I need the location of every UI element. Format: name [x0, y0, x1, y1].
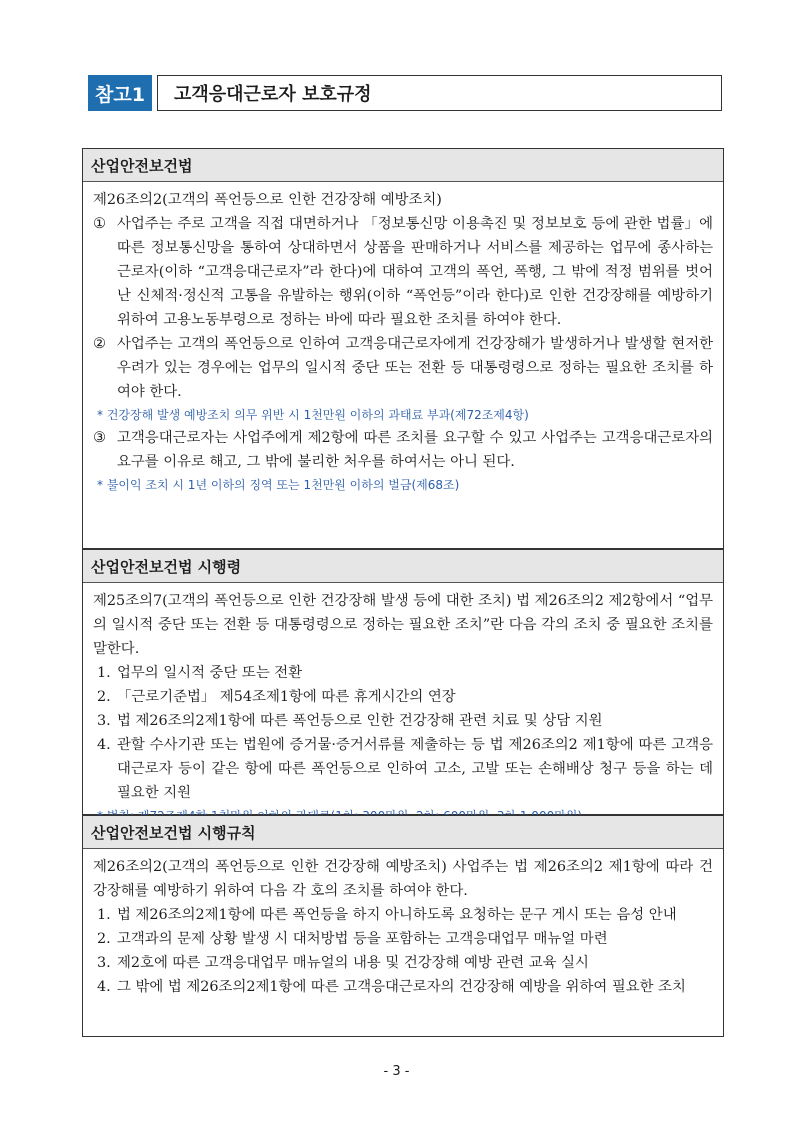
article-intro: 제26조의2(고객의 폭언등으로 인한 건강장해 예방조치) 사업주는 법 제26조의2 제1항에 따라 건강장해를 예방하기 위하여 다음 각 호의 조치를 하여야 한다.	[93, 859, 713, 899]
list-text: 법 제26조의2제1항에 따른 폭언등을 하지 아니하도록 요청하는 문구 게시 또는 음성 안내	[117, 907, 677, 923]
list-item	[93, 709, 713, 733]
list-item	[93, 951, 713, 975]
list-number: 1.	[97, 907, 111, 923]
list-text: 그 밖에 법 제26조의2제1항에 따른 고객응대근로자의 건강장해 예방을 위하여 필요한 조치	[117, 979, 686, 995]
list-item	[93, 685, 713, 709]
list-item	[93, 661, 713, 685]
list-number: 3.	[97, 713, 111, 729]
list-text: 「근로기준법」 제54조제1항에 따른 휴게시간의 연장	[117, 689, 456, 705]
article-heading: 제26조의2(고객의 폭언등으로 인한 건강장해 예방조치)	[93, 192, 442, 208]
clause-item	[93, 426, 713, 474]
penalty-note: * 불이익 조치 시 1년 이하의 징역 또는 1천만원 이하의 벌금(제68조)	[97, 478, 460, 492]
page-number: - 3 -	[383, 1064, 410, 1079]
clause-number: ②	[93, 336, 106, 352]
list-item	[93, 903, 713, 927]
clause-number: ①	[93, 216, 106, 232]
clause-item	[93, 332, 713, 404]
reference-header	[88, 75, 722, 111]
list-item	[93, 927, 713, 951]
list-number: 2.	[97, 689, 111, 705]
list-number: 4.	[97, 979, 111, 995]
reference-tag: 참고1	[88, 75, 152, 111]
article-intro: 제25조의7(고객의 폭언등으로 인한 건강장해 발생 등에 대한 조치) 법 제26조의2 제2항에서 “업무의 일시적 중단 또는 전환 등 대통령령으로 정하는 필요한 조치”란 다음 각의 조치 중 필요한 조치를 말한다.	[93, 593, 713, 657]
penalty-note: * 건강장해 발생 예방조치 의무 위반 시 1천만원 이하의 과태료 부과(제72조제4항)	[97, 408, 529, 422]
list-text: 제2호에 따른 고객응대업무 매뉴얼의 내용 및 건강장해 예방 관련 교육 실시	[117, 955, 589, 971]
section-title: 산업안전보건법 시행규칙	[83, 816, 723, 849]
list-number: 2.	[97, 931, 111, 947]
clause-item	[93, 212, 713, 332]
page-title: 고객응대근로자 보호규정	[157, 75, 722, 111]
clause-text: 사업주는 고객의 폭언등으로 인하여 고객응대근로자에게 건강장해가 발생하거나 발생할 현저한 우려가 있는 경우에는 업무의 일시적 중단 또는 전환 등 대통령령으로 정하는 필요한 조치를 하여야 한다.	[117, 336, 713, 400]
clause-number: ③	[93, 430, 106, 446]
list-text: 관할 수사기관 또는 법원에 증거물·증거서류를 제출하는 등 법 제26조의2 제1항에 따른 고객응대근로자 등이 같은 항에 따른 폭언등으로 인하여 고소, 고발 또는 손해배상 청구 등을 하는 데 필요한 지원	[117, 737, 713, 801]
list-number: 3.	[97, 955, 111, 971]
list-text: 법 제26조의2제1항에 따른 폭언등으로 인한 건강장해 관련 치료 및 상담 지원	[117, 713, 603, 729]
list-item	[93, 975, 713, 999]
list-text: 고객과의 문제 상황 발생 시 대처방법 등을 포함하는 고객응대업무 매뉴얼 마련	[117, 931, 608, 947]
list-item	[93, 733, 713, 805]
list-number: 4.	[97, 737, 111, 753]
list-text: 업무의 일시적 중단 또는 전환	[117, 665, 303, 681]
section-osh-act	[82, 148, 724, 549]
clause-text: 고객응대근로자는 사업주에게 제2항에 따른 조치를 요구할 수 있고 사업주는 고객응대근로자의 요구를 이유로 해고, 그 밖에 불리한 처우를 하여서는 아니 된다.	[117, 430, 713, 470]
section-enforcement-rules	[82, 815, 724, 1037]
section-title: 산업안전보건법	[83, 149, 723, 182]
list-number: 1.	[97, 665, 111, 681]
section-title: 산업안전보건법 시행령	[83, 550, 723, 583]
clause-text: 사업주는 주로 고객을 직접 대면하거나 「정보통신망 이용촉진 및 정보보호 등에 관한 법률」에 따른 정보통신망을 통하여 상대하면서 상품을 판매하거나 서비스를 제공하는 업무에 종사하는 근로자(이하 “고객응대근로자”라 한다)에 대하여 고객의 폭언, 폭행, 그 밖에 적정 범위를 벗어난 신체적·정신적 고통을 유발하는 행위(이하 “폭언등”이라 한다)로 인한 건강장해를 예방하기 위하여 고용노동부령으로 정하는 바에 따라 필요한 조치를 하여야 한다.	[117, 216, 713, 328]
section-enforcement-decree	[82, 549, 724, 815]
